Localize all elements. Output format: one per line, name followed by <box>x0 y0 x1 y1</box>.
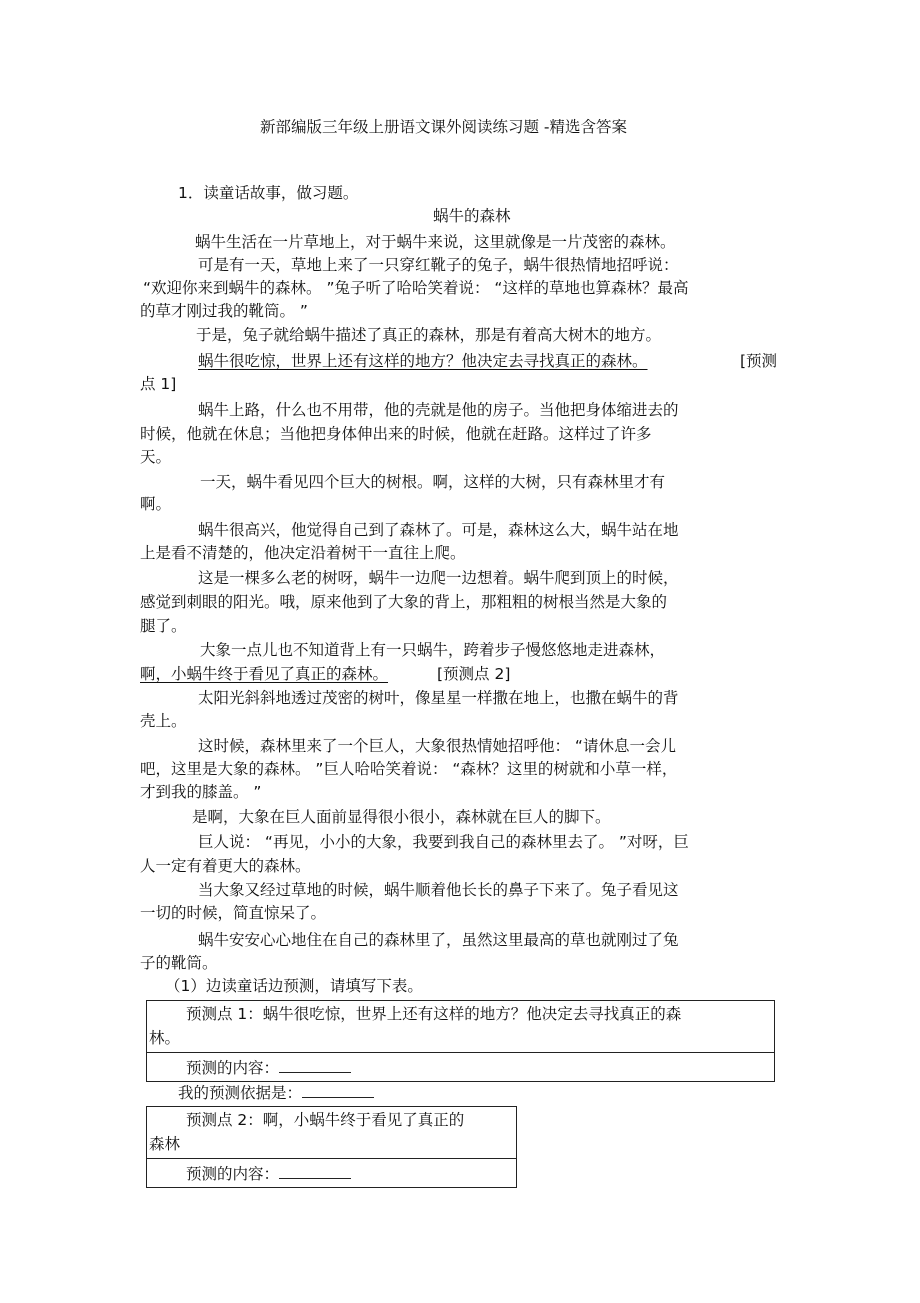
story-line: 感觉到刺眼的阳光。哦，原来他到了大象的背上，那粗粗的树根当然是大象的 <box>140 593 668 611</box>
story-line: 当大象又经过草地的时候，蜗牛顺着他长长的鼻子下来了。兔子看见这 <box>198 881 679 899</box>
story-line: 蜗牛很吃惊，世界上还有这样的地方？他决定去寻找真正的森林。 <box>198 352 648 370</box>
story-line: 才到我的膝盖。 ” <box>140 783 262 801</box>
prediction-content-blank[interactable] <box>279 1058 351 1073</box>
question-heading: 1．读童话故事，做习题。 <box>178 184 359 202</box>
story-line: 蜗牛上路，什么也不用带，他的壳就是他的房子。当他把身体缩进去的 <box>198 401 679 419</box>
prediction-point-text: 预测点 1：蜗牛很吃惊，世界上还有这样的地方？他决定去寻找真正的森 <box>186 1005 682 1023</box>
story-line: [预测点 2] <box>437 665 511 683</box>
story-line: 子的靴筒。 <box>140 954 218 972</box>
prediction-point-text: 预测点 2：啊，小蜗牛终于看见了真正的 <box>186 1111 465 1129</box>
story-line: 是啊，大象在巨人面前显得很小很小，森林就在巨人的脚下。 <box>192 808 611 826</box>
story-line: “欢迎你来到蜗牛的森林。 ”兔子听了哈哈笑着说： “这样的草地也算森林？最高 <box>143 279 689 297</box>
story-line: 这时候，森林里来了一个巨人，大象很热情她招呼他： “请休息一会儿 <box>198 737 676 755</box>
story-line: 巨人说： “再见，小小的大象，我要到我自己的森林里去了。 ”对呀，巨 <box>198 833 689 851</box>
story-line: 壳上。 <box>140 712 187 730</box>
prediction-content-label: 预测的内容： <box>186 1165 280 1183</box>
story-line: 的草才刚过我的靴筒。 ” <box>140 302 308 320</box>
prediction-table-2 <box>146 1106 517 1188</box>
story-line: 吧，这里是大象的森林。 ”巨人哈哈笑着说： “森林？这里的树就和小草一样， <box>140 760 678 778</box>
story-line: （1）边读童话边预测，请填写下表。 <box>165 977 423 995</box>
prediction-content-blank[interactable] <box>279 1164 351 1179</box>
story-line: 点 1] <box>140 375 177 393</box>
prediction-point-row <box>147 1001 774 1053</box>
story-title: 蜗牛的森林 <box>433 207 511 225</box>
story-line: [预测 <box>740 352 778 370</box>
story-line: 人一定有着更大的森林。 <box>140 857 311 875</box>
story-line: 大象一点儿也不知道背上有一只蜗牛，跨着步子慢悠悠地走进森林， <box>200 641 666 659</box>
prediction-content-row <box>147 1053 774 1081</box>
story-line: 于是，兔子就给蜗牛描述了真正的森林，那是有着高大树木的地方。 <box>196 326 662 344</box>
story-line: 蜗牛很高兴，他觉得自己到了森林了。可是，森林这么大，蜗牛站在地 <box>198 521 679 539</box>
story-line: 一天，蜗牛看见四个巨大的树根。啊，这样的大树，只有森林里才有 <box>200 473 666 491</box>
prediction-point-text-cont: 林。 <box>149 1029 181 1047</box>
story-line: 一切的时候，简直惊呆了。 <box>140 904 327 922</box>
story-line: 蜗牛生活在一片草地上，对于蜗牛来说，这里就像是一片茂密的森林。 <box>195 233 676 251</box>
prediction-content-label: 预测的内容： <box>186 1059 280 1077</box>
story-line: 时候，他就在休息；当他把身体伸出来的时候，他就在赶路。这样过了许多 <box>140 425 652 443</box>
prediction-content-row <box>147 1159 516 1187</box>
story-line: 可是有一天，草地上来了一只穿红靴子的兔子，蜗牛很热情地招呼说： <box>198 256 679 274</box>
document-title: 新部编版三年级上册语文课外阅读练习题 -精选含答案 <box>260 118 628 136</box>
prediction-point-row <box>147 1107 516 1159</box>
basis-blank[interactable] <box>302 1083 374 1098</box>
story-line: 啊，小蜗牛终于看见了真正的森林。 <box>140 665 389 683</box>
story-line: 上是看不清楚的，他决定沿着树干一直往上爬。 <box>140 544 466 562</box>
prediction-table-1 <box>146 1000 775 1082</box>
story-line: 这是一棵多么老的树呀，蜗牛一边爬一边想着。蜗牛爬到顶上的时候， <box>198 569 679 587</box>
basis-label: 我的预测依据是： <box>178 1084 303 1102</box>
story-line: 蜗牛安安心心地住在自己的森林里了，虽然这里最高的草也就刚过了兔 <box>198 931 679 949</box>
story-line: 太阳光斜斜地透过茂密的树叶，像星星一样撒在地上，也撒在蜗牛的背 <box>198 689 679 707</box>
story-line: 腿了。 <box>140 617 187 635</box>
prediction-point-text-cont: 森林 <box>149 1135 181 1153</box>
story-line: 天。 <box>140 448 172 466</box>
story-line: 啊。 <box>140 495 172 513</box>
